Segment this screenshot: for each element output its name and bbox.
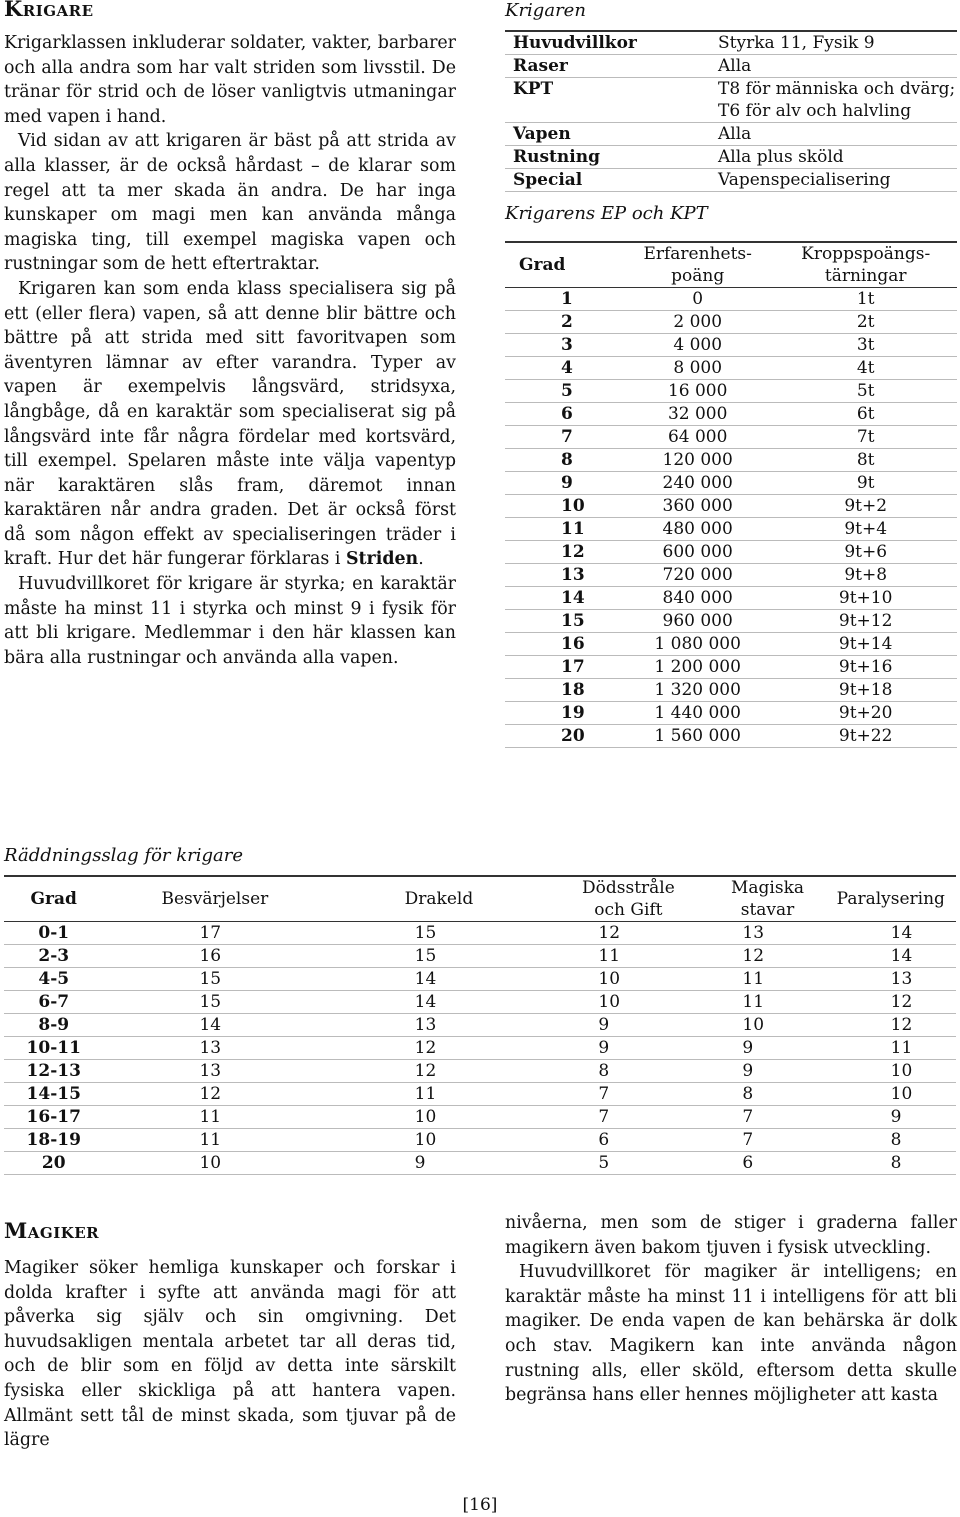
section-title-krigare: Krigare — [4, 0, 94, 21]
krigare-paragraph-3-end: . — [418, 549, 424, 570]
ep-cell-grad: 3 — [505, 334, 621, 357]
ep-cell-grad: 7 — [505, 426, 621, 449]
save-cell: 9 — [558, 1014, 698, 1037]
save-cell: 10 — [837, 1060, 956, 1083]
ep-cell-kroppspoangstarningar: 9t+8 — [774, 564, 957, 587]
save-cell: 2-3 — [4, 945, 103, 968]
ep-cell-erfarenhetspoang: 720 000 — [621, 564, 774, 587]
ep-cell-grad: 10 — [505, 495, 621, 518]
page-number: [16] — [462, 1495, 498, 1515]
ep-row — [505, 518, 957, 541]
krigare-paragraph-2: Vid sidan av att krigaren är bäst på att strida av alla klasser, är de också hårdast – de klarar som regel att ta mer skada än andra. De har inga kunskaper om magi men kan använda många magiska ting, till exempel magiska vapen och rustningar som de hett eftertraktar. — [4, 131, 456, 275]
magiker-paragraph-1: Magiker söker hemliga kunskaper och forskar i dolda krafter i syfte att använda magi för att påverka sig själv och sin omgivning. Det huvudsakligen mentala arbetet tar all deras tid, och de blir som en följd av detta inte särskilt fysiska eller skickliga på att hantera vapen. Allmänt sett tål de minst skada, som tjuvar på de lägre — [4, 1258, 456, 1451]
save-cell: 13 — [103, 1037, 326, 1060]
ep-cell-erfarenhetspoang: 120 000 — [621, 449, 774, 472]
info-value: T8 för människa och dvärg; T6 för alv och halvling — [718, 79, 956, 121]
save-cell: 12 — [327, 1037, 559, 1060]
ep-cell-grad: 17 — [505, 656, 621, 679]
ep-cell-kroppspoangstarningar: 6t — [774, 403, 957, 426]
save-cell: 9 — [698, 1060, 836, 1083]
save-cell: 11 — [698, 968, 836, 991]
ep-header-kroppspoangstarningar: Kroppspoängs- tärningar — [774, 242, 957, 288]
save-cell: 8 — [837, 1152, 956, 1175]
save-cell: 13 — [327, 1014, 559, 1037]
save-cell: 10 — [558, 968, 698, 991]
save-cell: 10 — [103, 1152, 326, 1175]
save-cell: 12 — [698, 945, 836, 968]
save-cell: 10 — [837, 1083, 956, 1106]
save-table-caption: Räddningsslag för krigare — [4, 845, 244, 866]
save-cell: 13 — [103, 1060, 326, 1083]
info-value: Vapenspecialisering — [718, 169, 957, 192]
save-cell: 14 — [837, 922, 956, 945]
save-row — [4, 945, 956, 968]
save-cell: 14-15 — [4, 1083, 103, 1106]
krigare-paragraph-4: Huvudvillkoret för krigare är styrka; en karaktär måste ha minst 11 i styrka och minst 9 i fysik för att bli krigare. Medlemmar i den här klassen kan bära alla rustningar och använda alla vapen. — [4, 574, 456, 668]
save-cell: 12 — [103, 1083, 326, 1106]
save-cell: 15 — [327, 945, 559, 968]
ep-row — [505, 495, 957, 518]
ep-cell-erfarenhetspoang: 840 000 — [621, 587, 774, 610]
ep-cell-erfarenhetspoang: 1 200 000 — [621, 656, 774, 679]
info-value: Alla — [718, 123, 957, 146]
save-row — [4, 991, 956, 1014]
magiker-section — [4, 1219, 456, 1453]
info-row — [505, 169, 957, 192]
save-cell: 6-7 — [4, 991, 103, 1014]
save-cell: 6 — [698, 1152, 836, 1175]
ep-cell-erfarenhetspoang: 480 000 — [621, 518, 774, 541]
ep-cell-kroppspoangstarningar: 2t — [774, 311, 957, 334]
magiker-paragraph-2: Huvudvillkoret för magiker är intelligens; en karaktär måste ha minst 11 i intelligens för att bli magiker. De enda vapen de kan behärska är dolk och stav. Magikern kan inte använda någon rustning alls, eller sköld, eftersom detta skulle begränsa hans eller hennes möjligheter att kasta — [505, 1262, 957, 1406]
ep-cell-kroppspoangstarningar: 1t — [774, 288, 957, 311]
ep-row — [505, 610, 957, 633]
ep-header-grad: Grad — [505, 242, 621, 288]
save-cell: 13 — [698, 922, 836, 945]
ep-cell-grad: 14 — [505, 587, 621, 610]
save-cell: 9 — [837, 1106, 956, 1129]
ep-cell-erfarenhetspoang: 8 000 — [621, 357, 774, 380]
save-cell: 0-1 — [4, 922, 103, 945]
save-header-besvarjelser: Besvärjelser — [103, 876, 326, 922]
ep-cell-erfarenhetspoang: 1 080 000 — [621, 633, 774, 656]
ep-cell-erfarenhetspoang: 1 440 000 — [621, 702, 774, 725]
ep-cell-grad: 12 — [505, 541, 621, 564]
ep-row — [505, 587, 957, 610]
ep-kpt-table — [505, 241, 957, 748]
saving-throws-section — [4, 845, 956, 1175]
save-cell: 4-5 — [4, 968, 103, 991]
save-cell: 7 — [558, 1083, 698, 1106]
ep-cell-grad: 8 — [505, 449, 621, 472]
ep-cell-kroppspoangstarningar: 9t+20 — [774, 702, 957, 725]
ep-cell-kroppspoangstarningar: 3t — [774, 334, 957, 357]
ep-cell-kroppspoangstarningar: 9t+4 — [774, 518, 957, 541]
ep-cell-kroppspoangstarningar: 9t+16 — [774, 656, 957, 679]
save-cell: 9 — [558, 1037, 698, 1060]
save-cell: 12 — [837, 991, 956, 1014]
ep-row — [505, 541, 957, 564]
ep-cell-erfarenhetspoang: 1 560 000 — [621, 725, 774, 748]
ep-table-header-row — [505, 242, 957, 288]
info-value: Alla — [718, 55, 957, 78]
save-cell: 8-9 — [4, 1014, 103, 1037]
ep-cell-kroppspoangstarningar: 9t — [774, 472, 957, 495]
ep-cell-grad: 19 — [505, 702, 621, 725]
save-header-dodsstrale: Dödsstråle och Gift — [558, 876, 698, 922]
krigare-section — [4, 0, 456, 670]
save-cell: 9 — [327, 1152, 559, 1175]
ep-row — [505, 380, 957, 403]
info-key: Rustning — [505, 146, 718, 169]
save-cell: 16 — [103, 945, 326, 968]
ep-row — [505, 311, 957, 334]
krigare-paragraph-3-text: Krigaren kan som enda klass specialisera sig på ett (eller flera) vapen, så att denne blir bättre och bättre på att strida med sitt favoritvapen som äventyren lämnar av efter varandra. Typer av vapen är exempelvis långsvärd, stridsyxa, långbåge, då en karaktär som specialiserat sig på långsvärd inte får några fördelar med kortsvärd, till exempel. Spelaren måste inte välja vapentyp när karaktären slås fram, däremot innan karaktären når andra graden. Det är också först då som någon effekt av specialiseringen träder i kraft. Hur det här fungerar förklaras i — [4, 278, 456, 570]
ep-row — [505, 357, 957, 380]
ep-cell-kroppspoangstarningar: 9t+10 — [774, 587, 957, 610]
info-key: Vapen — [505, 123, 718, 146]
ep-cell-erfarenhetspoang: 4 000 — [621, 334, 774, 357]
ep-cell-kroppspoangstarningar: 8t — [774, 449, 957, 472]
save-row — [4, 1106, 956, 1129]
ep-row — [505, 702, 957, 725]
save-cell: 20 — [4, 1152, 103, 1175]
info-key: KPT — [505, 78, 718, 123]
ep-table-caption: Krigarens EP och KPT — [505, 203, 708, 224]
save-cell: 11 — [698, 991, 836, 1014]
magiker-section-continued — [505, 1211, 957, 1408]
ep-cell-grad: 5 — [505, 380, 621, 403]
save-table-header-row — [4, 876, 956, 922]
ep-cell-erfarenhetspoang: 360 000 — [621, 495, 774, 518]
save-cell: 14 — [103, 1014, 326, 1037]
ep-cell-erfarenhetspoang: 2 000 — [621, 311, 774, 334]
ep-row — [505, 334, 957, 357]
ep-cell-grad: 2 — [505, 311, 621, 334]
info-row — [505, 78, 957, 123]
save-cell: 10 — [698, 1014, 836, 1037]
save-cell: 11 — [103, 1106, 326, 1129]
save-row — [4, 968, 956, 991]
info-value: Styrka 11, Fysik 9 — [718, 31, 957, 55]
ep-row — [505, 426, 957, 449]
info-row — [505, 146, 957, 169]
ep-cell-kroppspoangstarningar: 9t+6 — [774, 541, 957, 564]
ep-cell-grad: 18 — [505, 679, 621, 702]
save-row — [4, 1060, 956, 1083]
info-row — [505, 31, 957, 55]
ep-cell-erfarenhetspoang: 16 000 — [621, 380, 774, 403]
striden-reference: Striden — [345, 549, 419, 570]
save-cell: 8 — [837, 1129, 956, 1152]
ep-cell-grad: 11 — [505, 518, 621, 541]
save-cell: 11 — [558, 945, 698, 968]
krigaren-tables — [505, 0, 957, 748]
save-cell: 11 — [837, 1037, 956, 1060]
save-cell: 15 — [103, 968, 326, 991]
save-cell: 7 — [558, 1106, 698, 1129]
ep-cell-grad: 6 — [505, 403, 621, 426]
info-value: Alla plus sköld — [718, 146, 957, 169]
krigaren-table-caption: Krigaren — [505, 0, 586, 21]
save-cell: 9 — [698, 1037, 836, 1060]
ep-cell-erfarenhetspoang: 64 000 — [621, 426, 774, 449]
ep-row — [505, 403, 957, 426]
ep-row — [505, 472, 957, 495]
save-row — [4, 922, 956, 945]
ep-cell-kroppspoangstarningar: 7t — [774, 426, 957, 449]
save-cell: 7 — [698, 1129, 836, 1152]
ep-cell-grad: 1 — [505, 288, 621, 311]
save-cell: 16-17 — [4, 1106, 103, 1129]
save-header-paralysering: Paralysering — [837, 876, 956, 922]
info-key: Huvudvillkor — [505, 31, 718, 55]
save-cell: 10 — [327, 1129, 559, 1152]
magiker-paragraph-1-continued: nivåerna, men som de stiger i graderna faller magikern även bakom tjuven i fysisk utveckling. — [505, 1213, 957, 1258]
save-row — [4, 1083, 956, 1106]
save-cell: 17 — [103, 922, 326, 945]
section-title-magiker: Magiker — [4, 1218, 100, 1243]
ep-cell-erfarenhetspoang: 240 000 — [621, 472, 774, 495]
ep-cell-grad: 9 — [505, 472, 621, 495]
save-cell: 14 — [327, 991, 559, 1014]
save-row — [4, 1014, 956, 1037]
save-cell: 13 — [837, 968, 956, 991]
ep-cell-erfarenhetspoang: 1 320 000 — [621, 679, 774, 702]
save-cell: 6 — [558, 1129, 698, 1152]
save-cell: 12 — [558, 922, 698, 945]
saving-throws-table — [4, 875, 956, 1175]
ep-cell-kroppspoangstarningar: 9t+12 — [774, 610, 957, 633]
ep-row — [505, 656, 957, 679]
info-key: Raser — [505, 55, 718, 78]
info-row — [505, 55, 957, 78]
save-cell: 12 — [327, 1060, 559, 1083]
ep-cell-grad: 13 — [505, 564, 621, 587]
ep-cell-kroppspoangstarningar: 9t+14 — [774, 633, 957, 656]
ep-row — [505, 564, 957, 587]
ep-row — [505, 679, 957, 702]
save-cell: 11 — [327, 1083, 559, 1106]
ep-cell-grad: 20 — [505, 725, 621, 748]
ep-cell-kroppspoangstarningar: 9t+2 — [774, 495, 957, 518]
save-row — [4, 1152, 956, 1175]
ep-cell-erfarenhetspoang: 32 000 — [621, 403, 774, 426]
save-cell: 10 — [327, 1106, 559, 1129]
save-row — [4, 1037, 956, 1060]
info-row — [505, 123, 957, 146]
ep-cell-grad: 16 — [505, 633, 621, 656]
save-header-drakeld: Drakeld — [327, 876, 559, 922]
save-cell: 12 — [837, 1014, 956, 1037]
ep-cell-kroppspoangstarningar: 9t+18 — [774, 679, 957, 702]
save-row — [4, 1129, 956, 1152]
save-header-magiska-stavar: Magiska stavar — [698, 876, 836, 922]
save-cell: 15 — [327, 922, 559, 945]
ep-cell-grad: 4 — [505, 357, 621, 380]
ep-cell-kroppspoangstarningar: 4t — [774, 357, 957, 380]
save-cell: 14 — [327, 968, 559, 991]
ep-cell-kroppspoangstarningar: 5t — [774, 380, 957, 403]
krigare-paragraph-3 — [4, 277, 456, 572]
ep-row — [505, 449, 957, 472]
save-cell: 7 — [698, 1106, 836, 1129]
save-cell: 15 — [103, 991, 326, 1014]
ep-cell-erfarenhetspoang: 0 — [621, 288, 774, 311]
krigare-paragraph-1: Krigarklassen inkluderar soldater, vakter, barbarer och alla andra som har valt striden som livsstil. De tränar för strid och de löser vanligtvis utmaningar med vapen i hand. — [4, 33, 456, 127]
save-header-grad: Grad — [4, 876, 103, 922]
save-cell: 18-19 — [4, 1129, 103, 1152]
save-cell: 10 — [558, 991, 698, 1014]
save-cell: 11 — [103, 1129, 326, 1152]
ep-row — [505, 725, 957, 748]
ep-row — [505, 633, 957, 656]
ep-cell-erfarenhetspoang: 960 000 — [621, 610, 774, 633]
ep-header-erfarenhetspoang: Erfarenhets- poäng — [621, 242, 774, 288]
info-key: Special — [505, 169, 718, 192]
ep-row — [505, 288, 957, 311]
save-cell: 14 — [837, 945, 956, 968]
save-cell: 10-11 — [4, 1037, 103, 1060]
save-cell: 5 — [558, 1152, 698, 1175]
ep-cell-grad: 15 — [505, 610, 621, 633]
krigaren-info-table — [505, 30, 957, 192]
ep-cell-kroppspoangstarningar: 9t+22 — [774, 725, 957, 748]
save-cell: 8 — [698, 1083, 836, 1106]
save-cell: 8 — [558, 1060, 698, 1083]
ep-cell-erfarenhetspoang: 600 000 — [621, 541, 774, 564]
save-cell: 12-13 — [4, 1060, 103, 1083]
